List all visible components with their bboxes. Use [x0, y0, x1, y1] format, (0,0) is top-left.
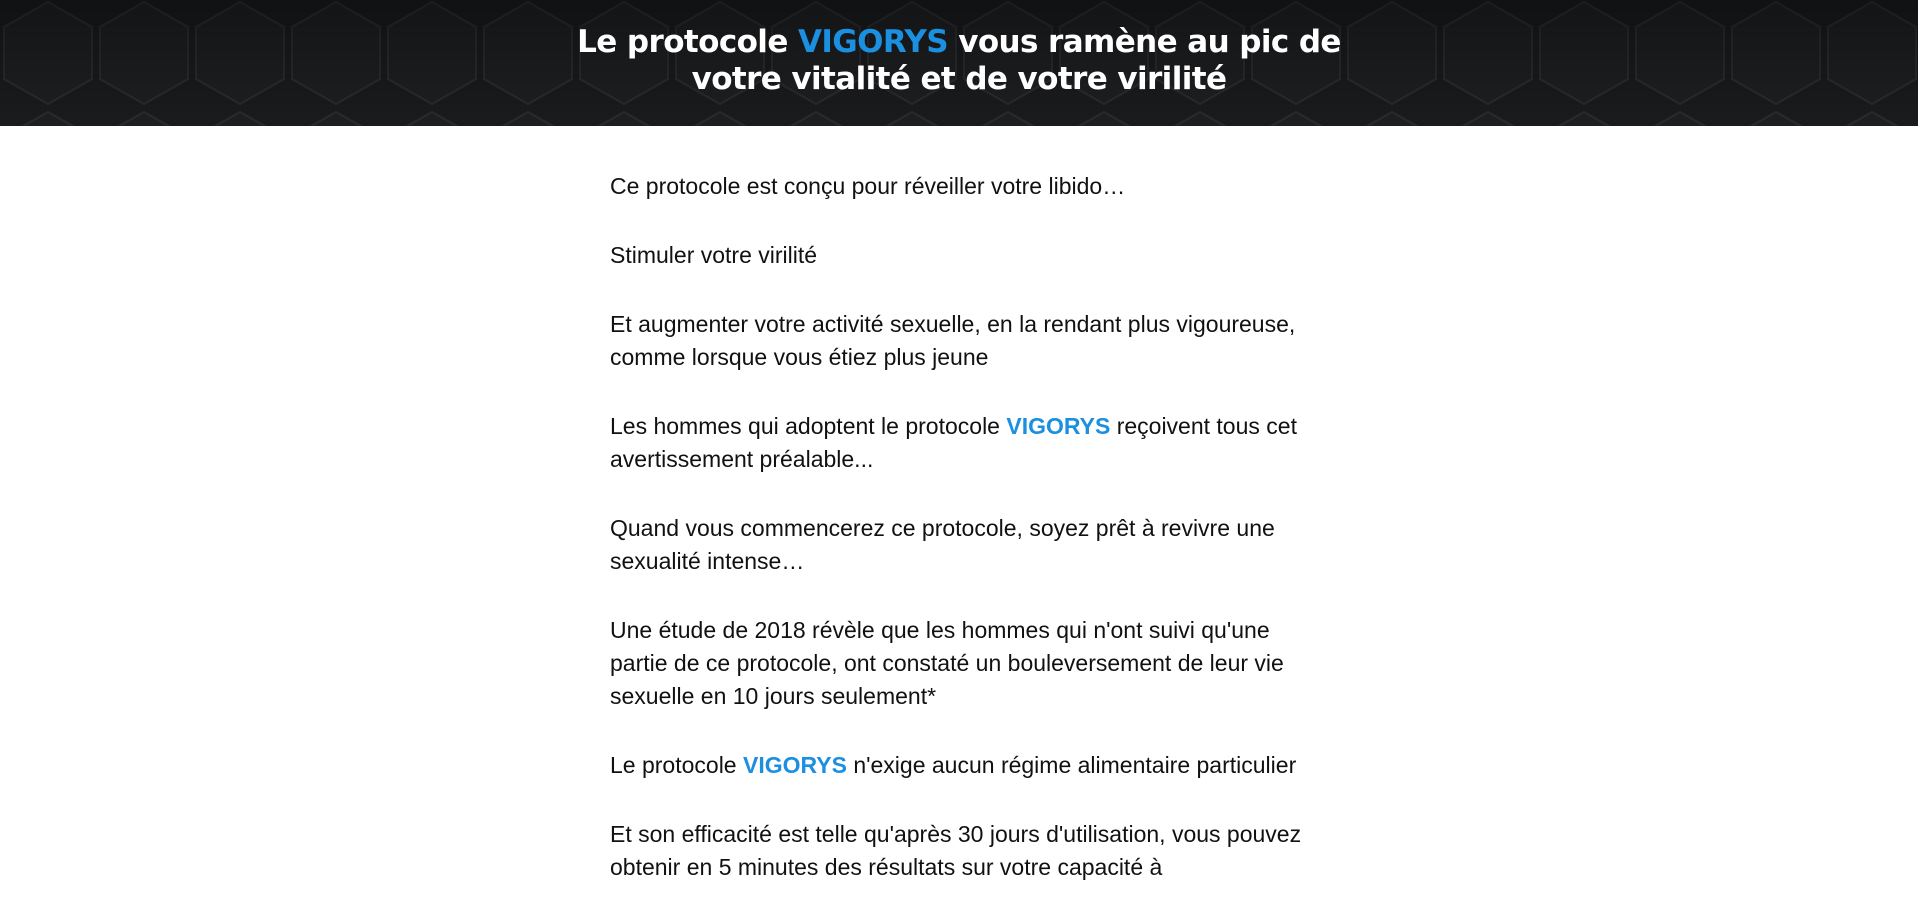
paragraph-study: Une étude de 2018 révèle que les hommes qui n'ont suivi qu'une partie de ce protocole, ont constaté un bouleversement de leur vie sexuelle en 10 jours seulement* — [610, 617, 1284, 709]
headline-text-start: Le protocole — [577, 24, 798, 60]
paragraph-efficacy: Et son efficacité est telle qu'après 30 jours d'utilisation, vous pouvez obtenir en 5 minutes des résultats sur votre capacité à — [610, 821, 1302, 880]
paragraph-activity: Et augmenter votre activité sexuelle, en la rendant plus vigoureuse, comme lorsque vous étiez plus jeune — [610, 311, 1296, 370]
no-diet-text-start: Le protocole — [610, 752, 743, 778]
hero-banner — [0, 0, 1918, 126]
brand-name: VIGORYS — [742, 752, 847, 778]
hero-headline — [0, 24, 1918, 98]
headline-text-end: vous ramène au pic de — [948, 24, 1341, 60]
paragraph-libido: Ce protocole est conçu pour réveiller votre libido… — [610, 173, 1126, 199]
paragraph-warning — [610, 410, 1310, 476]
warning-text-end: reçoivent tous cet avertissement préalable... — [610, 413, 1297, 472]
headline-brand: VIGORYS — [797, 24, 949, 60]
no-diet-text-end: n'exige aucun régime alimentaire particulier — [846, 752, 1297, 778]
headline-line-two: votre vitalité et de votre virilité — [691, 61, 1227, 97]
brand-name: VIGORYS — [1006, 413, 1111, 439]
paragraph-no-diet — [610, 749, 1310, 782]
paragraph-intense: Quand vous commencerez ce protocole, soyez prêt à revivre une sexualité intense… — [610, 515, 1275, 574]
paragraph-virility: Stimuler votre virilité — [610, 242, 818, 268]
sales-copy — [610, 170, 1310, 920]
warning-text-start: Les hommes qui adoptent le protocole — [610, 413, 1007, 439]
